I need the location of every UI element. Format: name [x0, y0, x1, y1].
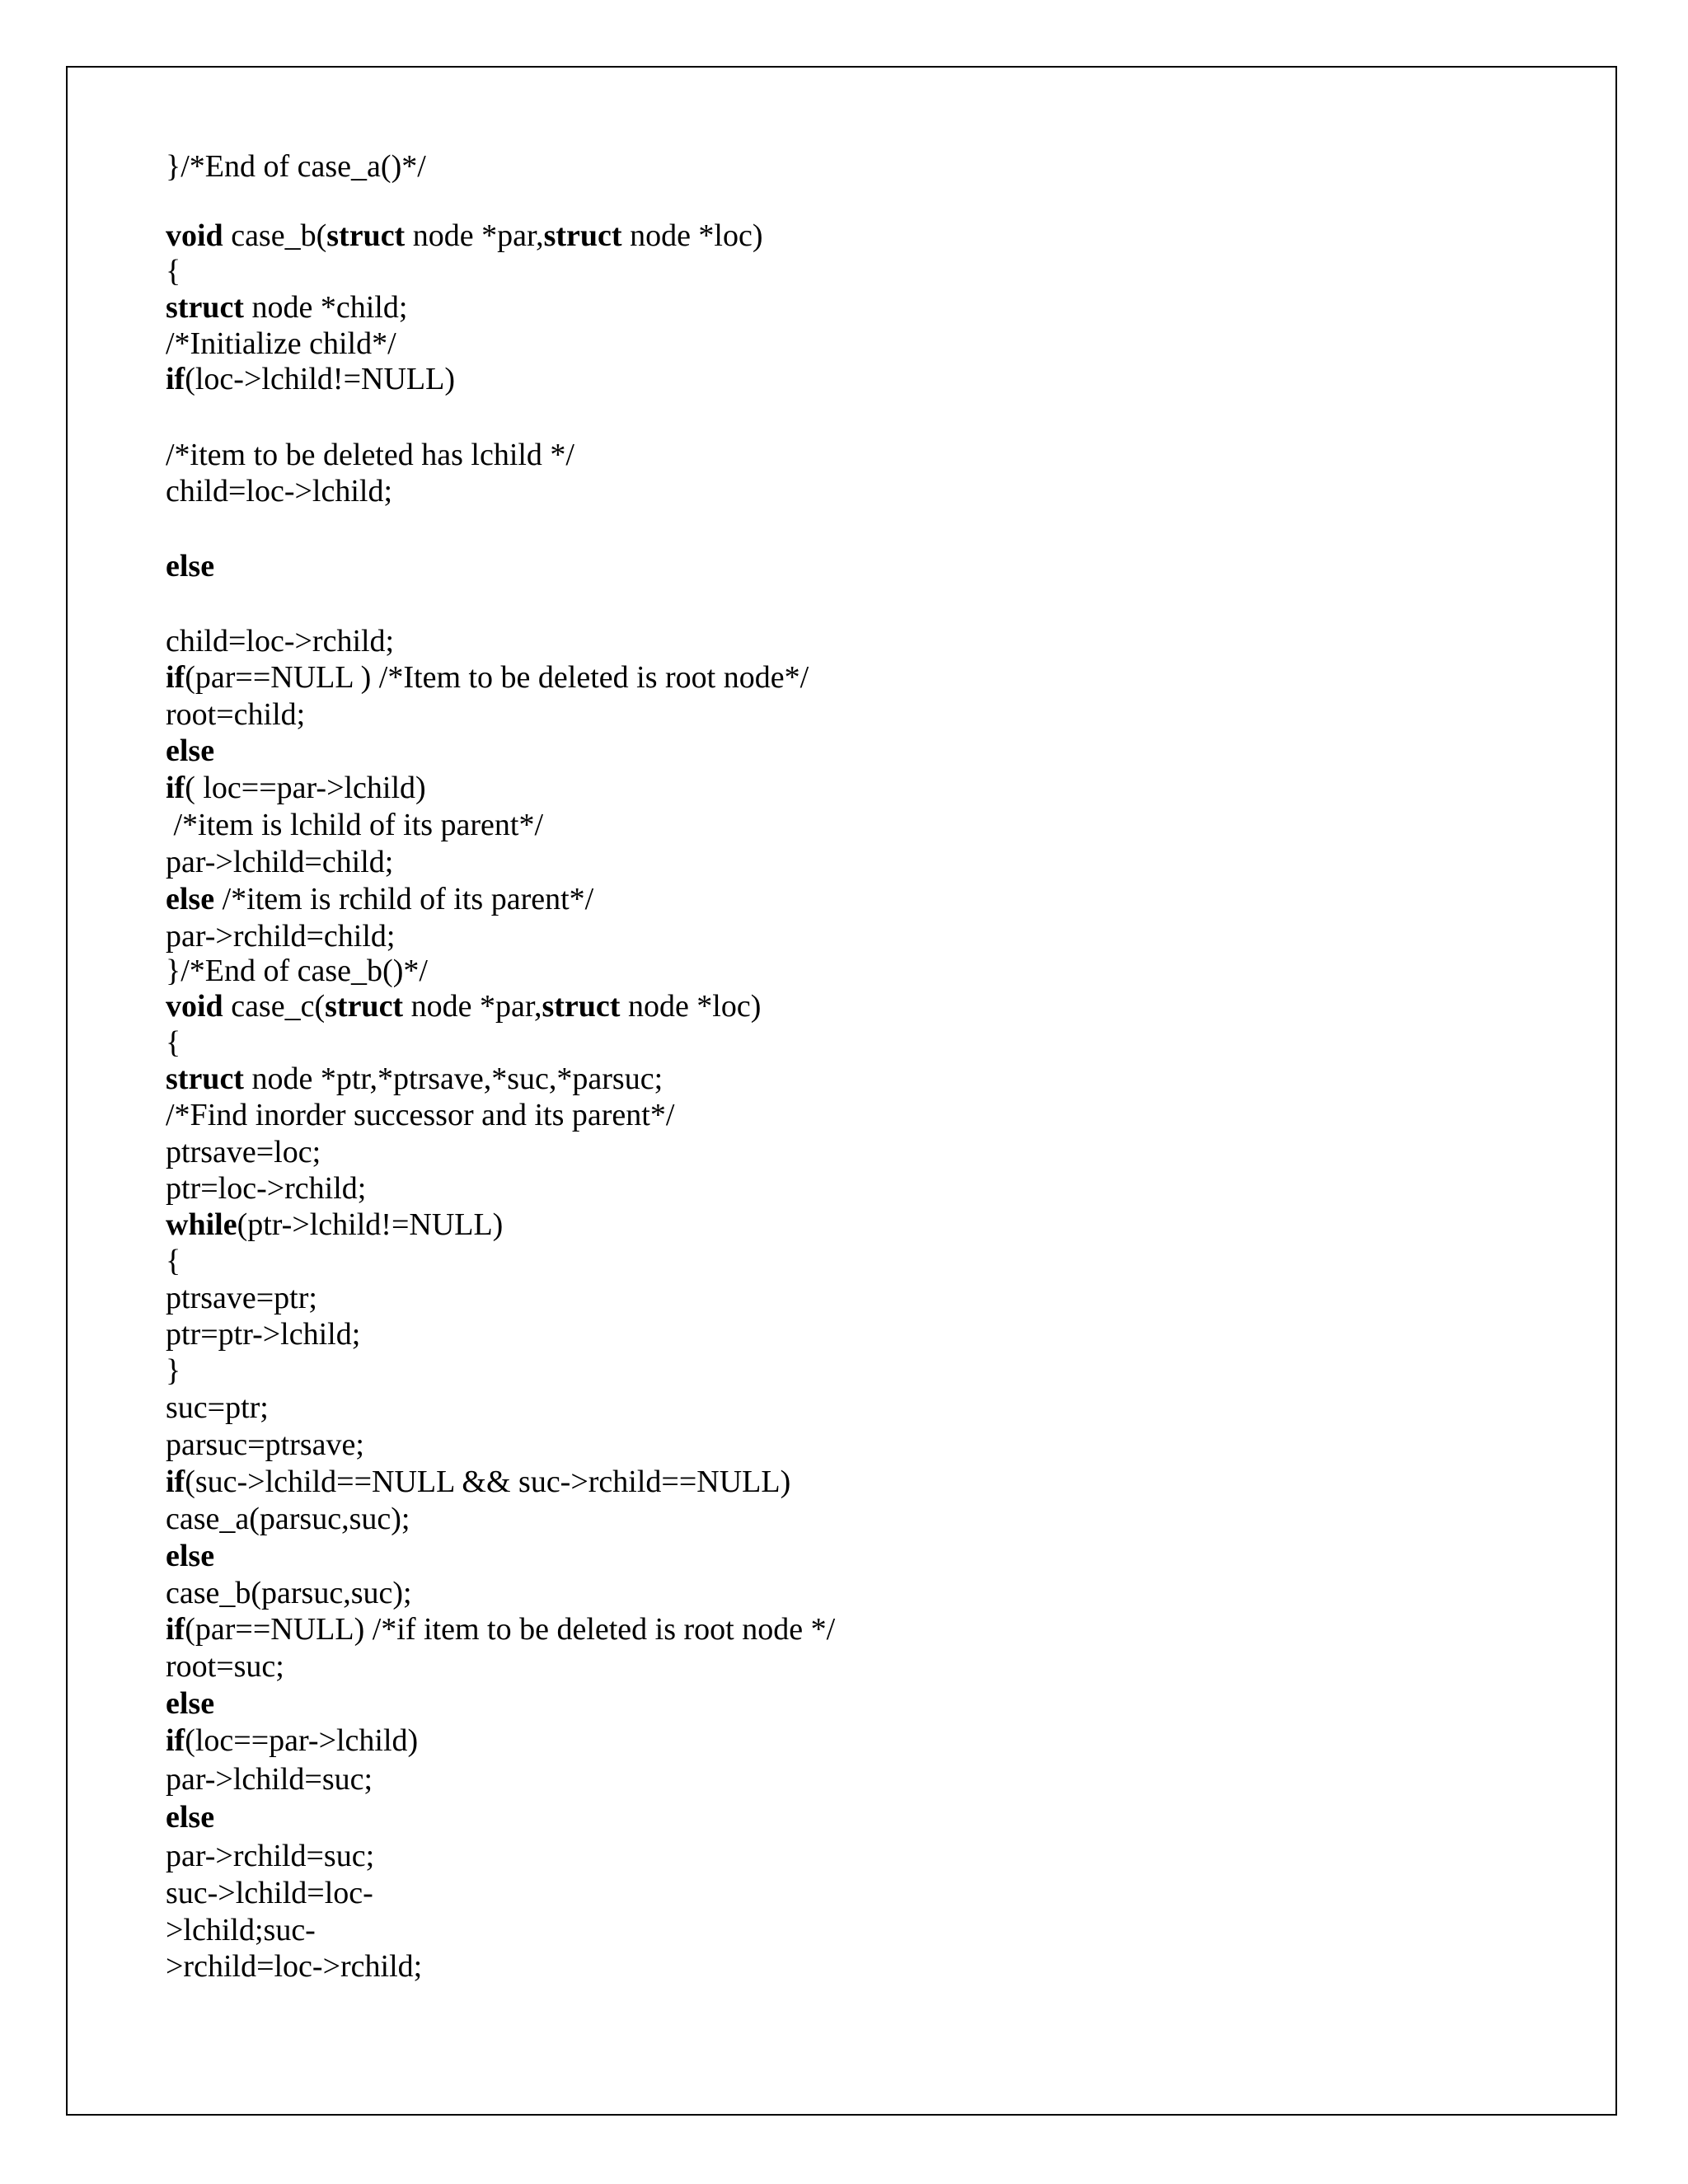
code-line	[166, 1134, 321, 1170]
code-keyword: if	[166, 660, 185, 695]
code-text: root=child;	[166, 697, 306, 732]
code-text: root=suc;	[166, 1649, 284, 1684]
code-text: (suc->lchild==NULL && suc->rchild==NULL)	[185, 1465, 791, 1499]
code-line	[166, 844, 393, 880]
code-text: case_a(parsuc,suc);	[166, 1502, 410, 1536]
code-keyword: else	[166, 549, 215, 583]
code-text: }	[166, 1353, 181, 1388]
code-line	[166, 1061, 663, 1097]
code-line	[166, 1838, 374, 1874]
code-line	[166, 1761, 373, 1797]
code-text: (loc->lchild!=NULL)	[185, 362, 455, 396]
code-line	[166, 881, 593, 917]
code-text: case_b(parsuc,suc);	[166, 1576, 412, 1610]
code-line	[166, 1427, 364, 1463]
code-text: suc=ptr;	[166, 1390, 269, 1425]
code-line	[166, 1538, 214, 1574]
code-line	[166, 1024, 181, 1061]
code-line	[166, 1390, 269, 1426]
code-keyword: else	[166, 882, 215, 916]
code-line	[166, 1948, 422, 1985]
code-line	[166, 953, 428, 989]
code-text: node *loc)	[620, 989, 762, 1024]
code-keyword: if	[166, 1465, 185, 1499]
code-line	[166, 1722, 418, 1759]
code-text: case_b(	[223, 218, 327, 253]
code-text: node *child;	[243, 290, 408, 325]
code-line	[166, 1648, 284, 1685]
code-keyword: if	[166, 1723, 185, 1758]
code-text: par->rchild=suc;	[166, 1839, 375, 1873]
code-keyword: else	[166, 1800, 215, 1835]
code-keyword: struct	[326, 218, 406, 253]
code-text: (ptr->lchild!=NULL)	[237, 1207, 504, 1242]
code-text: /*item is rchild of its parent*/	[214, 882, 594, 916]
code-line	[166, 289, 407, 326]
code-line	[166, 1316, 360, 1352]
code-text: par->rchild=child;	[166, 919, 396, 954]
code-keyword: struct	[543, 218, 622, 253]
code-keyword: struct	[325, 989, 404, 1024]
code-text: ( loc==par->lchild)	[185, 771, 426, 805]
code-keyword: else	[166, 733, 215, 768]
code-line	[166, 361, 455, 397]
code-text: {	[166, 1025, 181, 1060]
code-keyword: if	[166, 362, 185, 396]
code-line	[166, 548, 214, 584]
code-keyword: while	[166, 1207, 237, 1242]
code-keyword: void	[166, 989, 223, 1024]
code-line	[166, 148, 426, 185]
code-keyword: struct	[542, 989, 621, 1024]
code-keyword: else	[166, 1686, 215, 1721]
code-text: node *loc)	[621, 218, 763, 253]
code-keyword: else	[166, 1539, 215, 1573]
code-keyword: void	[166, 218, 223, 253]
code-line	[166, 696, 305, 733]
code-line	[166, 659, 809, 696]
code-text: parsuc=ptrsave;	[166, 1427, 364, 1462]
code-text: node *par,	[405, 218, 544, 253]
code-text: /*Find inorder successor and its parent*/	[166, 1098, 675, 1132]
code-line	[166, 1243, 181, 1279]
code-text: suc->lchild=loc-	[166, 1876, 373, 1910]
code-line	[166, 1170, 366, 1207]
code-line	[166, 326, 396, 362]
code-text: /*item to be deleted has lchild */	[166, 438, 574, 472]
code-text: ptr=ptr->lchild;	[166, 1317, 361, 1352]
code-text: }/*End of case_a()*/	[166, 149, 426, 184]
code-line	[166, 1207, 503, 1243]
code-line	[166, 1611, 835, 1647]
code-line	[166, 1501, 410, 1537]
code-text: (par==NULL ) /*Item to be deleted is root node*/	[185, 660, 809, 695]
code-text: {	[166, 1244, 181, 1278]
code-line	[166, 1352, 181, 1389]
code-text: child=loc->lchild;	[166, 474, 393, 509]
code-line	[166, 1799, 214, 1835]
code-text: ptr=loc->rchild;	[166, 1171, 367, 1206]
code-text: node *par,	[403, 989, 542, 1024]
code-keyword: if	[166, 771, 185, 805]
code-text: ptrsave=loc;	[166, 1135, 321, 1169]
code-keyword: struct	[166, 1062, 244, 1096]
code-line	[166, 1875, 373, 1911]
code-line	[166, 253, 181, 289]
code-line	[166, 473, 392, 509]
code-text: }/*End of case_b()*/	[166, 954, 428, 988]
code-line	[166, 1912, 316, 1948]
code-text: par->lchild=suc;	[166, 1762, 373, 1797]
code-keyword: struct	[166, 290, 244, 325]
code-keyword: if	[166, 1612, 185, 1647]
code-line	[166, 1685, 214, 1722]
code-line	[166, 1097, 674, 1133]
code-line	[166, 218, 763, 254]
code-line	[166, 733, 214, 769]
code-text: case_c(	[223, 989, 326, 1024]
code-line	[166, 623, 394, 659]
code-text: child=loc->rchild;	[166, 624, 395, 658]
code-line	[166, 988, 761, 1024]
code-line	[166, 918, 395, 954]
code-text: ptrsave=ptr;	[166, 1281, 317, 1315]
code-line	[166, 770, 426, 806]
code-text: (par==NULL) /*if item to be deleted is root node */	[185, 1612, 836, 1647]
code-text: /*Initialize child*/	[166, 326, 396, 361]
code-text: par->lchild=child;	[166, 845, 394, 879]
code-text: {	[166, 254, 181, 288]
code-text: node *ptr,*ptrsave,*suc,*parsuc;	[243, 1062, 663, 1096]
code-line	[166, 1280, 317, 1316]
code-line	[166, 807, 543, 843]
code-text: (loc==par->lchild)	[185, 1723, 419, 1758]
code-text: /*item is lchild of its parent*/	[166, 808, 544, 842]
code-line	[166, 1575, 412, 1611]
code-text: >lchild;suc-	[166, 1913, 316, 1947]
code-line	[166, 437, 574, 473]
code-text: >rchild=loc->rchild;	[166, 1949, 423, 1984]
code-line	[166, 1464, 790, 1500]
